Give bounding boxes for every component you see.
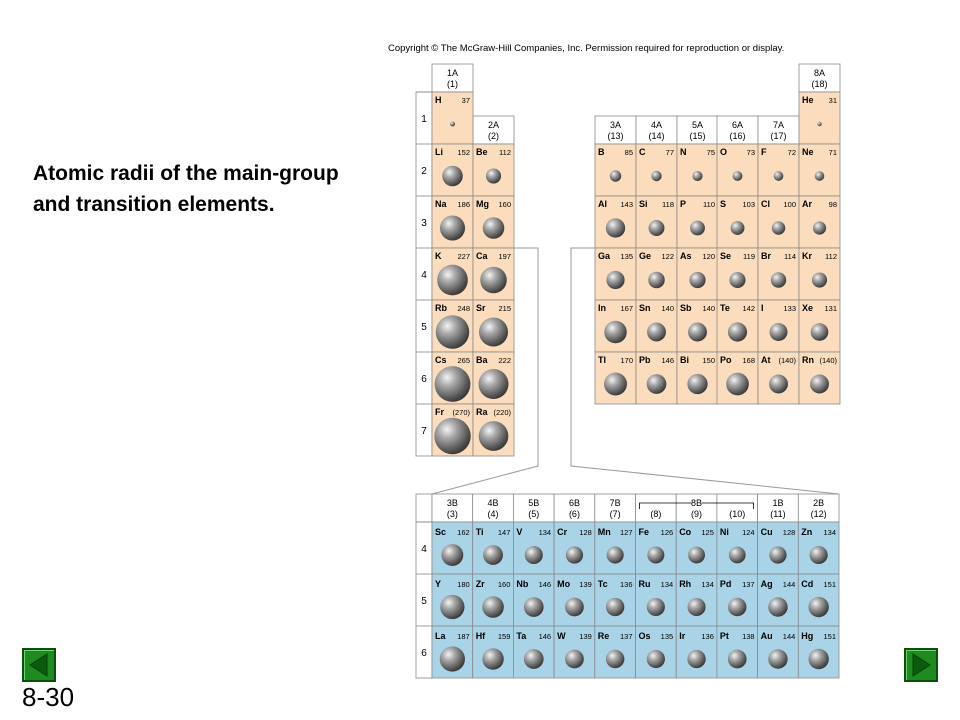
transition-element-symbol: Ta — [516, 631, 527, 641]
transition-element-symbol: Re — [597, 631, 610, 641]
atom-sphere — [610, 170, 621, 181]
transition-atom-sphere — [688, 598, 706, 616]
copyright-notice: Copyright © The McGraw-Hill Companies, Inc. Permission required for reproduction or display. — [388, 43, 785, 54]
element-radius-label: 222 — [498, 356, 511, 365]
element-radius-label: 140 — [661, 304, 674, 313]
element-radius-label: 150 — [702, 356, 715, 365]
element-symbol: Ne — [802, 147, 814, 157]
group-header-label: 6A — [731, 120, 744, 130]
element-radius-label: 186 — [457, 200, 470, 209]
transition-atom-sphere — [728, 650, 747, 669]
period-label: 5 — [421, 322, 427, 333]
triangle-right-icon — [906, 650, 936, 680]
group-header-number: (16) — [729, 131, 746, 141]
element-radius-label: 146 — [661, 356, 674, 365]
element-radius-label: 170 — [620, 356, 633, 365]
element-radius-label: 131 — [824, 304, 837, 313]
atom-sphere — [692, 171, 702, 181]
element-symbol: Ge — [639, 251, 652, 261]
element-symbol: Cl — [761, 199, 770, 209]
transition-element-symbol: Tc — [597, 579, 608, 589]
period-label: 7 — [421, 426, 427, 437]
transition-atom-sphere — [728, 598, 746, 616]
atom-sphere — [434, 418, 470, 454]
transition-group-number: (9) — [691, 509, 703, 519]
element-symbol: Rb — [435, 303, 447, 313]
transition-atom-sphere — [647, 546, 664, 563]
transition-group-label: 3B — [446, 498, 458, 508]
atom-sphere — [480, 267, 507, 294]
element-radius-label: 248 — [457, 304, 470, 313]
transition-element-symbol: Co — [679, 527, 692, 537]
group-header-label: 4A — [650, 120, 663, 130]
transition-atom-sphere — [810, 546, 828, 564]
atom-sphere — [811, 323, 829, 341]
period-label: 2 — [421, 166, 427, 177]
transition-atom-sphere — [729, 547, 746, 564]
transition-element-radius-label: 144 — [782, 632, 796, 641]
transition-element-symbol: Nb — [516, 579, 529, 589]
transition-element-radius-label: 146 — [538, 580, 552, 589]
element-symbol: Ca — [476, 251, 488, 261]
transition-atom-sphere — [606, 650, 624, 668]
transition-element-symbol: La — [435, 631, 446, 641]
atom-sphere — [604, 321, 627, 344]
atom-sphere — [479, 317, 508, 346]
element-symbol: Rn — [802, 355, 814, 365]
transition-element-radius-label: 125 — [701, 528, 714, 537]
atom-sphere — [648, 272, 664, 288]
transition-atom-sphere — [524, 597, 544, 617]
transition-atom-sphere — [769, 546, 786, 563]
atom-sphere — [435, 366, 471, 402]
element-radius-label: 122 — [661, 252, 674, 261]
transition-element-symbol: Zr — [475, 579, 485, 589]
transition-element-radius-label: 180 — [457, 580, 470, 589]
transition-group-number: (6) — [568, 509, 580, 519]
atom-sphere — [436, 315, 469, 348]
transition-period-label: 4 — [421, 544, 427, 555]
group-header-label: 7A — [772, 120, 785, 130]
element-radius-label: 160 — [498, 200, 511, 209]
element-radius-label: 110 — [703, 200, 715, 209]
transition-element-radius-label: 151 — [823, 632, 836, 641]
atom-sphere — [726, 373, 749, 396]
transition-element-radius-label: 134 — [538, 528, 552, 537]
element-radius-label: 112 — [825, 252, 837, 261]
transition-element-symbol: Au — [760, 631, 773, 641]
transition-element-radius-label: 127 — [619, 528, 633, 537]
transition-element-radius-label: 139 — [579, 632, 592, 641]
transition-element-symbol: Ti — [475, 527, 484, 537]
transition-group-number: (7) — [609, 509, 621, 519]
transition-element-radius-label: 126 — [660, 528, 674, 537]
element-symbol: Pb — [639, 355, 651, 365]
element-symbol: As — [680, 251, 692, 261]
transition-element-radius-label: 134 — [823, 528, 836, 537]
transition-group-number: (3) — [446, 509, 458, 519]
group-header-number: (17) — [770, 131, 787, 141]
group-header-label: 5A — [691, 120, 704, 130]
transition-element-radius-label: 137 — [742, 580, 755, 589]
transition-period-label: 5 — [421, 596, 427, 607]
transition-element-symbol: Rh — [679, 579, 692, 589]
element-symbol: Sn — [639, 303, 651, 313]
element-symbol: Kr — [802, 251, 813, 261]
transition-element-radius-label: 136 — [701, 632, 714, 641]
previous-slide-button[interactable] — [22, 648, 56, 682]
atom-sphere — [810, 375, 829, 394]
element-symbol: Si — [639, 199, 648, 209]
next-slide-button[interactable] — [904, 648, 938, 682]
transition-element-symbol: Hg — [801, 631, 814, 641]
element-radius-label: 215 — [498, 304, 511, 313]
element-symbol: Li — [435, 147, 443, 157]
element-symbol: Sr — [476, 303, 486, 313]
group-header-number: (18) — [811, 79, 828, 89]
element-symbol: I — [761, 303, 764, 313]
transition-element-radius-label: 159 — [497, 632, 511, 641]
transition-element-radius-label: 137 — [619, 632, 633, 641]
element-symbol: Ba — [476, 355, 488, 365]
element-symbol: At — [761, 355, 771, 365]
element-radius-label: 168 — [742, 356, 755, 365]
transition-element-symbol: Fe — [638, 527, 650, 537]
transition-atom-sphere — [808, 649, 828, 669]
transition-atom-sphere — [482, 648, 503, 669]
slide-number: 8-30 — [22, 682, 75, 712]
atom-sphere — [813, 221, 826, 234]
element-radius-label: 31 — [828, 96, 837, 105]
period-label: 4 — [421, 270, 427, 281]
element-radius-label: 77 — [665, 148, 674, 157]
atom-sphere — [815, 171, 825, 181]
transition-element-symbol: Ag — [760, 579, 773, 589]
element-symbol: K — [435, 251, 442, 261]
element-radius-label: 152 — [457, 148, 470, 157]
transition-atom-sphere — [565, 598, 584, 617]
element-radius-label: 112 — [499, 148, 511, 157]
group-header-label: 3A — [609, 120, 622, 130]
atom-sphere — [733, 171, 743, 181]
transition-group-number: (5) — [528, 509, 540, 519]
element-symbol: Se — [720, 251, 732, 261]
group-header-label: 1A — [446, 68, 459, 78]
atom-sphere — [437, 265, 468, 296]
element-radius-label: 265 — [457, 356, 470, 365]
transition-element-symbol: Cu — [760, 527, 773, 537]
element-symbol: Al — [598, 199, 607, 209]
element-radius-label: 114 — [784, 252, 796, 261]
group-header-number: (14) — [648, 131, 665, 141]
element-radius-label: 140 — [702, 304, 715, 313]
transition-element-radius-label: 128 — [579, 528, 592, 537]
element-symbol: Xe — [802, 303, 814, 313]
period-label: 6 — [421, 374, 427, 385]
atom-sphere — [771, 272, 786, 287]
transition-element-symbol: Ni — [719, 527, 729, 537]
element-symbol: Te — [720, 303, 730, 313]
transition-element-symbol: Mo — [557, 579, 571, 589]
atom-sphere — [812, 272, 827, 287]
element-symbol: Ar — [802, 199, 813, 209]
transition-atom-sphere — [688, 547, 705, 564]
transition-element-radius-label: 138 — [742, 632, 755, 641]
atom-sphere — [450, 122, 455, 127]
transition-element-symbol: W — [557, 631, 566, 641]
element-radius-label: 143 — [620, 200, 633, 209]
element-symbol: Sb — [680, 303, 692, 313]
element-radius-label: 142 — [742, 304, 755, 313]
transition-element-symbol: Mn — [597, 527, 611, 537]
transition-atom-sphere — [647, 598, 665, 616]
transition-element-symbol: Pt — [719, 631, 729, 641]
element-radius-label: (140) — [819, 356, 837, 365]
transition-element-symbol: Cr — [557, 527, 568, 537]
element-symbol: Br — [761, 251, 772, 261]
transition-element-radius-label: 146 — [538, 632, 552, 641]
transition-atom-sphere — [440, 595, 464, 619]
element-radius-label: 98 — [828, 200, 837, 209]
element-radius-label: 72 — [787, 148, 796, 157]
element-symbol: S — [720, 199, 727, 209]
element-radius-label: 37 — [461, 96, 470, 105]
atom-sphere — [647, 374, 667, 394]
atom-sphere — [606, 271, 624, 289]
transition-element-symbol: Y — [435, 579, 442, 589]
transition-element-radius-label: 135 — [660, 632, 674, 641]
transition-group-label: 1B — [772, 498, 784, 508]
transition-element-symbol: V — [516, 527, 523, 537]
element-symbol: Po — [720, 355, 732, 365]
element-symbol: N — [680, 147, 687, 157]
transition-element-radius-label: 134 — [660, 580, 674, 589]
transition-group-number: (8) — [650, 509, 662, 519]
element-radius-label: 227 — [457, 252, 470, 261]
slide-caption: Atomic radii of the main-group and transition elements. — [33, 162, 339, 216]
atom-sphere — [479, 369, 509, 399]
atom-sphere — [651, 171, 661, 181]
transition-group-number: (11) — [770, 509, 786, 519]
element-radius-label: 103 — [742, 200, 755, 209]
transition-element-radius-label: 162 — [457, 528, 470, 537]
element-radius-label: 119 — [743, 252, 755, 261]
transition-group-label: 8B — [691, 498, 703, 508]
transition-element-symbol: Pd — [719, 579, 732, 589]
transition-element-radius-label: 139 — [579, 580, 592, 589]
element-symbol: Ra — [476, 407, 488, 417]
transition-element-radius-label: 134 — [701, 580, 714, 589]
transition-atom-sphere — [441, 544, 463, 566]
atom-sphere — [770, 323, 788, 341]
transition-element-radius-label: 124 — [742, 528, 755, 537]
element-radius-label: 167 — [620, 304, 633, 313]
element-symbol: Tl — [598, 355, 606, 365]
element-symbol: Mg — [476, 199, 489, 209]
period-label: 3 — [421, 218, 427, 229]
transition-element-radius-label: 128 — [782, 528, 796, 537]
atom-sphere — [442, 166, 463, 187]
transition-atom-sphere — [768, 597, 787, 616]
transition-table — [416, 494, 839, 678]
transition-element-symbol: Zn — [801, 527, 813, 537]
transition-group-number: (4) — [487, 509, 499, 519]
transition-group-label: 2B — [813, 498, 825, 508]
atom-sphere — [731, 221, 745, 235]
transition-element-symbol: Ir — [679, 631, 686, 641]
element-radius-label: 133 — [783, 304, 796, 313]
atom-sphere — [649, 220, 665, 236]
main-group-table — [416, 64, 840, 456]
atom-sphere — [769, 375, 788, 394]
group-header-label: 8A — [813, 68, 826, 78]
element-symbol: C — [639, 147, 646, 157]
transition-atom-sphere — [482, 596, 504, 618]
atom-sphere — [688, 323, 707, 342]
element-radius-label: (270) — [452, 408, 470, 417]
transition-element-radius-label: 187 — [457, 632, 470, 641]
transition-group-label: 4B — [487, 498, 499, 508]
element-radius-label: 85 — [624, 148, 633, 157]
period-label: 1 — [421, 114, 427, 125]
element-radius-label: 118 — [662, 200, 674, 209]
transition-atom-sphere — [768, 649, 787, 668]
transition-group-label: 5B — [528, 498, 540, 508]
group-header-number: (1) — [447, 79, 458, 89]
transition-group-number: (10) — [729, 509, 746, 519]
atom-sphere — [728, 322, 747, 341]
element-symbol: O — [720, 147, 728, 157]
transition-element-radius-label: 160 — [497, 580, 511, 589]
group-header-number: (2) — [488, 131, 499, 141]
transition-atom-sphere — [566, 546, 583, 563]
transition-atom-sphere — [524, 649, 544, 669]
element-radius-label: 73 — [746, 148, 755, 157]
transition-element-symbol: Cd — [801, 579, 814, 589]
triangle-left-icon — [24, 650, 54, 680]
element-symbol: Cs — [435, 355, 447, 365]
atom-sphere — [647, 323, 666, 342]
element-symbol: P — [680, 199, 687, 209]
element-radius-label: 100 — [783, 200, 796, 209]
transition-atom-sphere — [565, 650, 584, 669]
group-header-label: 2A — [487, 120, 500, 130]
transition-element-radius-label: 136 — [619, 580, 633, 589]
group-header-number: (15) — [689, 131, 706, 141]
atom-sphere — [486, 168, 501, 183]
transition-atom-sphere — [483, 545, 503, 565]
transition-atom-sphere — [440, 646, 465, 671]
transition-element-radius-label: 147 — [497, 528, 511, 537]
atom-sphere — [817, 122, 821, 126]
transition-element-symbol: Hf — [475, 631, 486, 641]
atom-sphere — [483, 217, 505, 239]
transition-group-number: (12) — [810, 509, 827, 519]
transition-element-symbol: Ru — [638, 579, 651, 589]
atom-sphere — [687, 374, 707, 394]
atom-sphere — [440, 215, 465, 240]
atom-sphere — [772, 221, 786, 235]
transition-atom-sphere — [808, 597, 828, 617]
element-symbol: Be — [476, 147, 488, 157]
element-radius-label: 135 — [620, 252, 633, 261]
element-symbol: He — [802, 95, 814, 105]
element-symbol: Fr — [435, 407, 444, 417]
atom-sphere — [606, 218, 625, 237]
transition-period-label: 6 — [421, 648, 427, 659]
transition-element-radius-label: 144 — [782, 580, 796, 589]
atom-sphere — [729, 272, 745, 288]
element-symbol: Na — [435, 199, 447, 209]
element-symbol: Bi — [680, 355, 689, 365]
transition-group-label: 6B — [568, 498, 580, 508]
atom-sphere — [479, 421, 509, 451]
transition-header-spacer — [416, 494, 432, 522]
atom-sphere — [690, 221, 705, 236]
element-symbol: F — [761, 147, 767, 157]
element-radius-label: 75 — [706, 148, 715, 157]
element-radius-label: 71 — [828, 148, 837, 157]
element-radius-label: 197 — [498, 252, 511, 261]
element-radius-label: (220) — [493, 408, 511, 417]
element-symbol: H — [435, 95, 442, 105]
element-radius-label: (140) — [778, 356, 796, 365]
transition-element-symbol: Os — [638, 631, 651, 641]
transition-atom-sphere — [607, 546, 624, 563]
element-symbol: B — [598, 147, 605, 157]
transition-atom-sphere — [606, 598, 624, 616]
atom-sphere — [774, 171, 784, 181]
transition-group-label: 7B — [609, 498, 621, 508]
transition-atom-sphere — [525, 546, 543, 564]
element-symbol: Ga — [598, 251, 611, 261]
element-radius-label: 120 — [702, 252, 715, 261]
transition-element-radius-label: 151 — [823, 580, 836, 589]
atom-sphere — [604, 373, 627, 396]
transition-atom-sphere — [687, 650, 705, 668]
element-symbol: In — [598, 303, 606, 313]
group-header-number: (13) — [607, 131, 624, 141]
transition-element-symbol: Sc — [435, 527, 447, 537]
transition-atom-sphere — [647, 650, 665, 668]
atom-sphere — [689, 272, 705, 288]
